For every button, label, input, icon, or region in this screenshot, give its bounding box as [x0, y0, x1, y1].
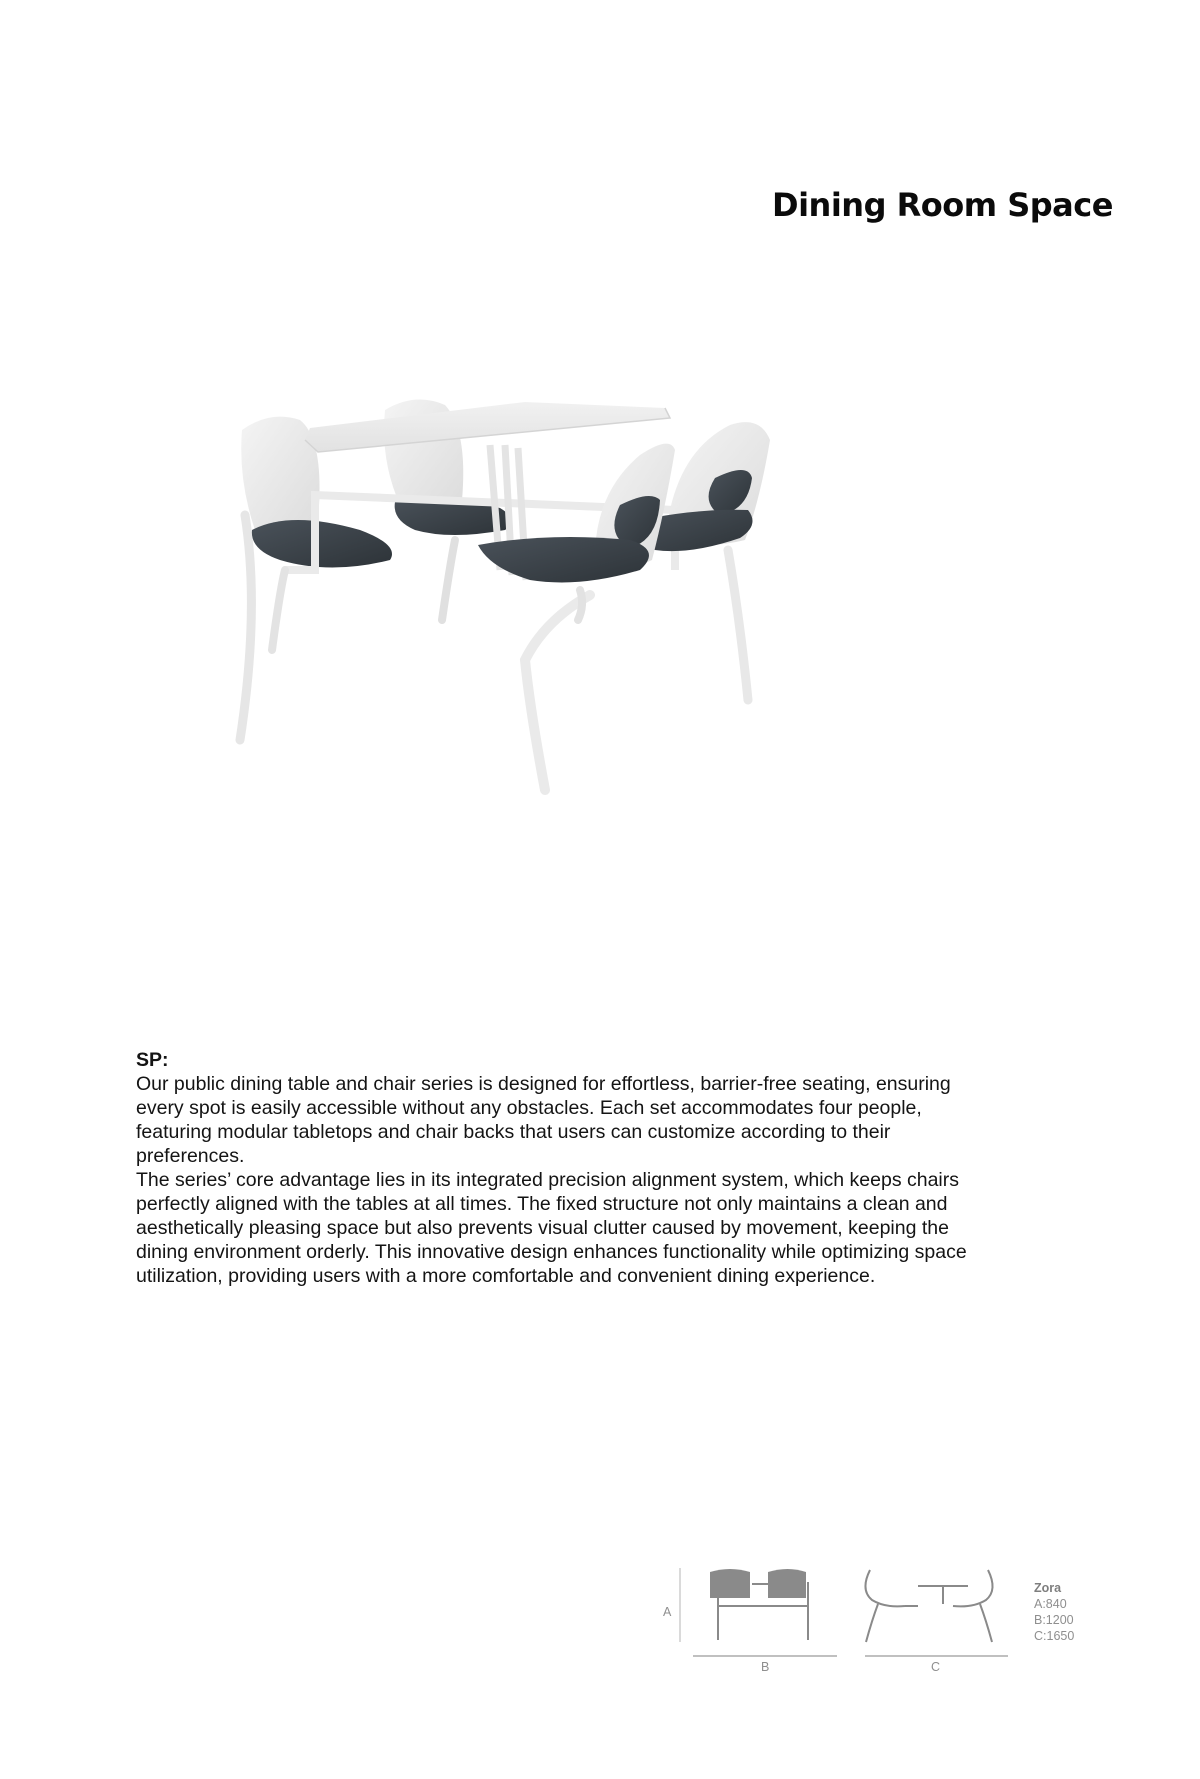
- spec-a: A:840: [1034, 1597, 1067, 1611]
- spec-b: B:1200: [1034, 1613, 1074, 1627]
- chair-back-left: [240, 417, 392, 740]
- description-paragraph-1: Our public dining table and chair series is designed for effortless, barrier-free seating, ensuring every spot is easily accessible without any obstacles. Each set accommodates four people, featuring modular tabletops and chair backs that users can customize according to their preferences.: [136, 1073, 951, 1167]
- description-label: SP:: [136, 1049, 169, 1071]
- spec-c: C:1650: [1034, 1629, 1075, 1643]
- dimension-label-a: A: [663, 1605, 672, 1619]
- product-image-dining-set: [200, 390, 900, 850]
- page-title: Dining Room Space: [772, 186, 1113, 224]
- product-description: [136, 1048, 976, 1288]
- description-paragraph-2: The series’ core advantage lies in its integrated precision alignment system, which keeps chairs perfectly aligned with the tables at all times. The fixed structure not only maintains a clean and aesthetically pleasing space but also prevents visual clutter caused by movement, keeping the dining environment orderly. This innovative design enhances functionality while optimizing space utilization, providing users with a more comfortable and convenient dining experience.: [136, 1169, 967, 1287]
- dimension-label-c: C: [931, 1660, 941, 1674]
- model-name: Zora: [1034, 1581, 1062, 1595]
- dimension-diagram: [660, 1560, 1080, 1680]
- dimension-label-b: B: [761, 1660, 770, 1674]
- spec-list: [1034, 1580, 1074, 1644]
- side-view-diagram: [865, 1570, 992, 1642]
